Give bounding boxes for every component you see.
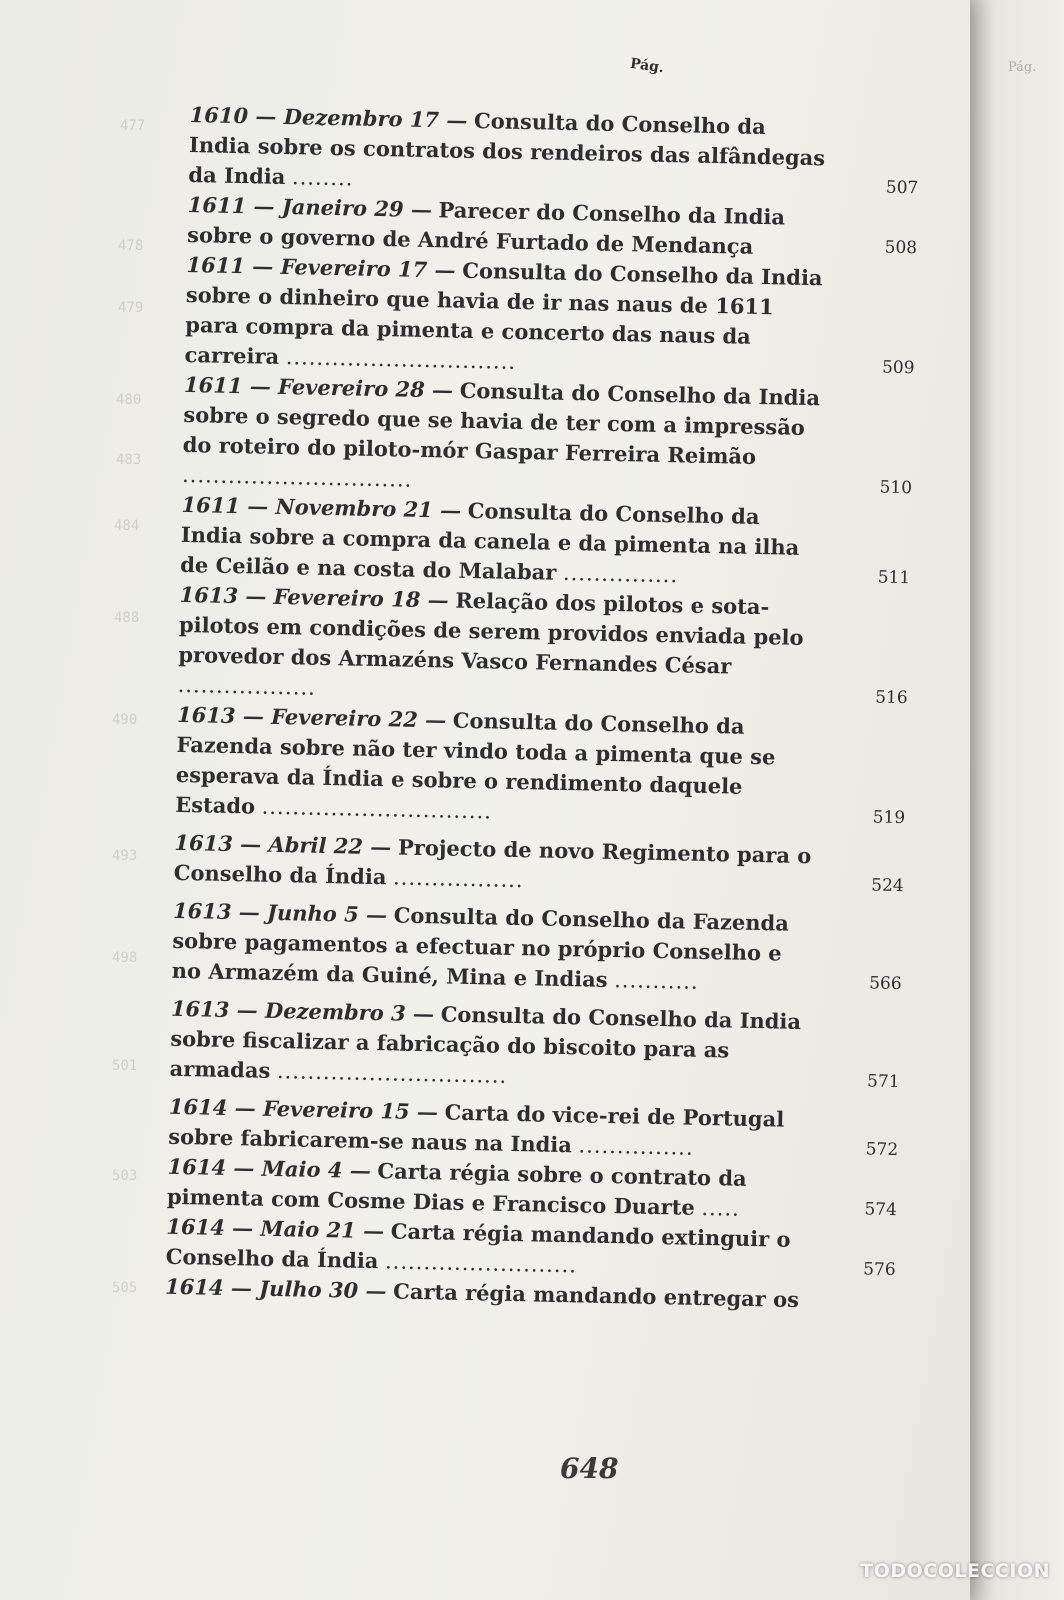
facing-page-label: Pág. <box>1008 60 1037 75</box>
toc-entry <box>171 896 902 999</box>
dot-leader: .............................. <box>181 462 413 492</box>
entry-page-number: 566 <box>868 973 902 995</box>
toc-entry <box>173 828 904 901</box>
ghost-number: 480 <box>116 392 142 408</box>
entry-date: 1613 — Abril 22 — <box>174 829 392 860</box>
entry-title: Consulta do Conselho da Fazenda sobre não ter vindo toda a pimenta que se esperava da Índia e sobre o rendimento daquele Estado <box>174 707 776 819</box>
dot-leader: ..... <box>701 1195 741 1221</box>
page-column-label: Pág. <box>629 55 665 77</box>
entry-date: 1614 — Maio 21 — <box>166 1213 385 1244</box>
entry-page-number: 511 <box>877 567 911 589</box>
entry-title: Relação dos pilotos e sota-pilotos em condições de serem providos enviada pelo provedor dos Armazéns Vasco Fernandes César <box>178 587 804 679</box>
entry-date: 1611 — Novembro 21 — <box>181 491 462 523</box>
entry-date: 1614 — Fevereiro 15 — <box>168 1093 439 1125</box>
entry-title: Consulta do Conselho da India sobre o segredo que se havia de ter com a impressão do roteiro do piloto-mór Gaspar Ferreira Reimão <box>182 377 821 469</box>
entry-date: 1613 — Junho 5 — <box>172 897 388 928</box>
entry-page-number: 516 <box>874 687 908 709</box>
entry-page-number: 574 <box>864 1199 898 1221</box>
entry-title: Carta do vice-rei de Portugal sobre fabricarem-se naus na India <box>168 1099 785 1158</box>
ghost-number: 484 <box>114 518 140 534</box>
ghost-number: 490 <box>112 712 138 728</box>
entry-title: Carta régia sobre o contrato da pimenta com Cosme Dias e Francisco Duarte <box>166 1158 747 1220</box>
entry-title: Parecer do Conselho da India sobre o governo de André Furtado de Mendança <box>186 197 786 259</box>
ghost-number: 505 <box>112 1280 138 1296</box>
dot-leader: ................. <box>392 865 524 893</box>
entry-title: Consulta do Conselho da India sobre os contratos dos rendeiros das alfândegas da India <box>188 107 826 190</box>
entry-date: 1614 — Julho 30 — <box>164 1273 387 1304</box>
entry-title: Consulta do Conselho da India sobre o dinheiro que havia de ir nas naus de 1611 para compra da pimenta e concerto das naus da carreira <box>184 257 823 369</box>
toc-entry <box>174 700 906 833</box>
entry-page-number: 524 <box>871 875 904 897</box>
facing-page <box>968 0 1064 1600</box>
entry-page-number: 519 <box>872 807 906 829</box>
entry-title: Carta régia mandando entregar os <box>392 1278 800 1313</box>
entry-date: 1613 — Dezembro 3 — <box>170 995 435 1027</box>
ghost-number: 488 <box>114 610 140 626</box>
ghost-number: 483 <box>116 452 142 468</box>
dot-leader: .............................. <box>285 345 517 374</box>
toc-entry <box>180 490 911 593</box>
ghost-number: 477 <box>120 118 146 134</box>
dot-leader: .............................. <box>261 794 493 824</box>
entry-title: Carta régia mandando extinguir o Conselho da Índia <box>165 1218 791 1274</box>
watermark-logo: TODOCOLECCION <box>860 1560 1050 1582</box>
entry-page-number: 571 <box>866 1071 900 1093</box>
entry-page-number: 508 <box>884 237 918 259</box>
entry-date: 1613 — Fevereiro 18 — <box>179 581 449 613</box>
ghost-number: 478 <box>118 238 144 254</box>
entry-title: Consulta do Conselho da India sobre fiscalizar a fabricação do biscoito para as armadas <box>169 1001 802 1083</box>
entry-title: Consulta do Conselho da India sobre a compra da canela e da pimenta na ilha de Ceilão e na costa do Malabar <box>180 497 800 585</box>
page-folio-number: 648 <box>560 1452 619 1485</box>
dot-leader: ......................... <box>384 1249 578 1278</box>
entry-title: Projecto de novo Regimento para o Conselho da Índia <box>173 834 812 890</box>
dot-leader: ........ <box>291 165 354 191</box>
entry-date: 1613 — Fevereiro 22 — <box>176 701 447 733</box>
entry-date: 1611 — Fevereiro 17 — <box>186 251 456 283</box>
toc-entry <box>177 580 908 713</box>
dot-leader: ............... <box>578 1133 694 1160</box>
entry-page-number: 572 <box>865 1139 899 1161</box>
toc-entry <box>188 100 919 203</box>
dot-leader: ........... <box>613 968 699 994</box>
dot-leader: ............... <box>562 560 679 588</box>
entry-page-number: 509 <box>881 357 915 379</box>
toc-entry <box>181 370 913 503</box>
dot-leader: .................. <box>177 672 317 700</box>
entry-date: 1610 — Dezembro 17 — <box>189 101 468 133</box>
entry-page-number: 510 <box>879 477 913 499</box>
ghost-number: 479 <box>118 300 144 316</box>
dot-leader: .............................. <box>276 1059 508 1088</box>
toc-entry <box>169 994 900 1097</box>
entry-date: 1614 — Maio 4 — <box>167 1153 372 1184</box>
table-of-contents <box>165 100 930 1317</box>
entry-date: 1611 — Fevereiro 28 — <box>183 371 454 403</box>
entry-page-number: 576 <box>862 1259 896 1281</box>
ghost-number: 503 <box>112 1168 138 1184</box>
ghost-number: 498 <box>112 950 138 966</box>
ghost-number: 501 <box>112 1058 138 1074</box>
ghost-number: 493 <box>112 848 138 864</box>
entry-page-number: 507 <box>885 177 919 199</box>
entry-date: 1611 — Janeiro 29 — <box>187 191 433 223</box>
toc-entry <box>184 250 915 383</box>
entry-title: Consulta do Conselho da Fazenda sobre pagamentos a efectuar no próprio Conselho e no Armazém da Guiné, Mina e Indias <box>171 902 790 992</box>
